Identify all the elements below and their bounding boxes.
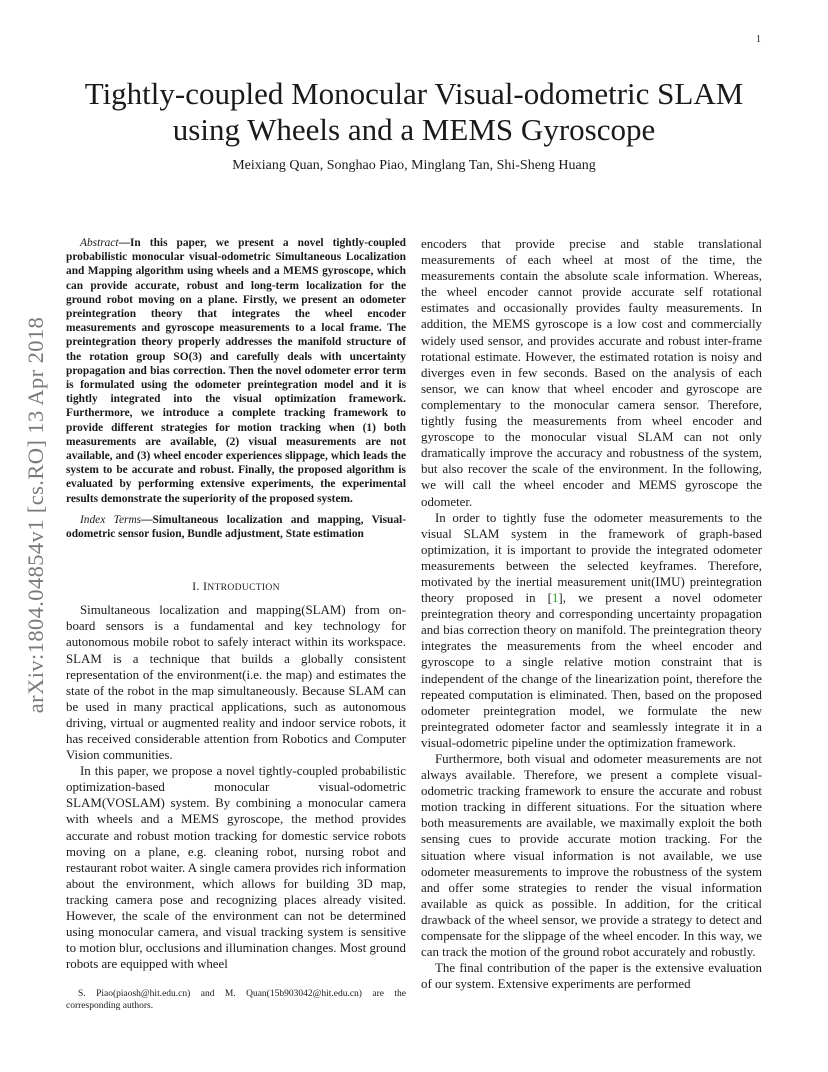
abstract: [66, 236, 406, 506]
index-terms: [66, 513, 406, 541]
abstract-text: —In this paper, we present a novel tightly-coupled probabilistic monocular visual-odometric Simultaneous Localization and Mapping algorithm using wheels and a MEMS gyroscope, which can provide accurate, robust and long-term localization for the ground robot moving on a plane. Firstly, we present an odometer preintegration theory that integrates the wheel encoder measurements and gyroscope measurements to a local frame. The preintegration theory properly addresses the manifold structure of the rotation group SO(3) and carefully deals with uncertainty propagation and bias correction. Then the novel odometer error term is formulated using the odometer preintegration model and it is tightly integrated into the visual optimization framework. Furthermore, we introduce a complete tracking framework to provide different strategies for motion tracking when (1) both measurements are available, (2) visual measurements are not available, and (3) wheel encoder experiences slippage, which leads the system to be accurate and robust. Finally, the proposed algorithm is evaluated by performing extensive experiments, the experimental results demonstrate the superiority of the proposed system.: [66, 237, 406, 505]
paragraph-text: In order to tightly fuse the odometer measurements to the visual SLAM system in the framework of graph-based optimization, it is important to provide the integrated odometer measurements between the selected keyframes. Therefore, motivated by the inertial measurement unit(IMU) preintegration theory proposed in [: [421, 510, 762, 606]
paper-title: Tightly-coupled Monocular Visual-odometric SLAM using Wheels and a MEMS Gyroscope: [84, 76, 744, 147]
citation-link[interactable]: 1: [551, 591, 559, 606]
intro-paragraph: Simultaneous localization and mapping(SLAM) from on-board sensors is a fundamental and key technology for autonomous mobile robot to safely interact within its workspace. SLAM is a technique that builds a globally consistent representation of the environment(i.e. the map) and estimates the state of the robot in the map simultaneously. Because SLAM can be used in many practical applications, such as autonomous driving, virtual or augmented reality and indoor service robots, it has received considerable attention from Robotics and Computer Vision communities.: [66, 603, 406, 763]
section-heading-introduction: [66, 579, 406, 594]
section-rest: NTRODUCTION: [207, 582, 280, 594]
body-paragraph: encoders that provide precise and stable translational measurements of each wheel at most of the time, the measurements contain the absolute scale information. Whereas, the wheel encoder cannot provide accurate self rotational estimates and occasionally provides faulty measurements. In addition, the MEMS gyroscope is a low cost and commercially widely used sensor, and provides accurate and robust inter-frame rotational estimate. However, the estimated rotation is noisy and diverges even in few seconds. Based on the analysis of each sensor, we can know that wheel encoder and gyroscope are complementary to the monocular camera sensor. Therefore, tightly fusing the measurements from wheel encoder and gyroscope to the monocular visual SLAM can not only dramatically improve the accuracy and robustness of the system, but also recover the scale of the environment. In the following, we will call the wheel encoder and MEMS gyroscope the odometer.: [421, 237, 762, 509]
body-paragraph: [421, 510, 762, 751]
paragraph-text: ], we present a novel odometer preintegration theory and corresponding uncertainty propagation and bias correction theory on manifold. The preintegration theory integrates the measurements from the wheel encoder and gyroscope to a single relative motion constraint that is independent of the change of the linearization point, therefore the repeated computation is eliminated. Then, based on the proposed odometer preintegration model, we formulate the new preintegrated odometer factor and seamlessly integrate it in a visual-odometric pipeline under the optimization framework.: [421, 591, 762, 750]
footnote: S. Piao(piaosh@hit.edu.cn) and M. Quan(15b903042@hit.edu.cn) are the corresponding authors.: [66, 989, 406, 1011]
index-terms-lead: Index Terms: [80, 513, 142, 526]
arxiv-id: arXiv:1804.04854v1 [cs.RO] 13 Apr 2018: [23, 316, 48, 714]
intro-paragraph: In this paper, we propose a novel tightly-coupled probabilistic optimization-based monocular visual-odometric SLAM(VOSLAM) system. By combining a monocular camera with wheels and a MEMS gyroscope, the method provides accurate and robust motion tracking for domestic service robots moving on a plane, e.g. cleaning robot, nursing robot and restaurant robot waiter. A single camera provides rich information about the environment, which allows for building 3D map, tracking camera pose and recognizing places already visited. However, the scale of the environment can not be determined using monocular camera, and visual tracking system is sensitive to motion blur, occlusions and illumination changes. Most ground robots are equipped with wheel: [66, 764, 406, 972]
abstract-lead: Abstract: [80, 237, 119, 249]
arxiv-stamp: [20, 280, 52, 750]
left-column: [66, 236, 406, 972]
right-column: [421, 236, 762, 992]
body-paragraph: Furthermore, both visual and odometer measurements are not always available. Therefore, we present a complete visual-odometric tracking framework to ensure the accurate and robust motion tracking in different situations. For the situation where both measurements are available, we maximally exploit the both sensing cues to provide accurate motion tracking. For the situation where visual information is not available, we use odometer measurements to improve the robustness of the system and offer some strategies to render the visual information available as quick as possible. In addition, for the critical drawback of the wheel sensor, we provide a strategy to detect and compensate for the slippage of the wheel encoder. In this way, we can track the motion of the ground robot accurately and robustly.: [421, 752, 762, 960]
author-list: Meixiang Quan, Songhao Piao, Minglang Tan, Shi-Sheng Huang: [232, 158, 596, 173]
page-number: 1: [756, 34, 761, 45]
section-number: I.: [192, 579, 203, 594]
section-initial: I: [203, 579, 208, 594]
index-terms-text: —Simultaneous localization and mapping, Visual-odometric sensor fusion, Bundle adjustment, State estimation: [66, 513, 406, 541]
body-paragraph: The final contribution of the paper is the extensive evaluation of our system. Extensive experiments are performed: [421, 961, 762, 992]
